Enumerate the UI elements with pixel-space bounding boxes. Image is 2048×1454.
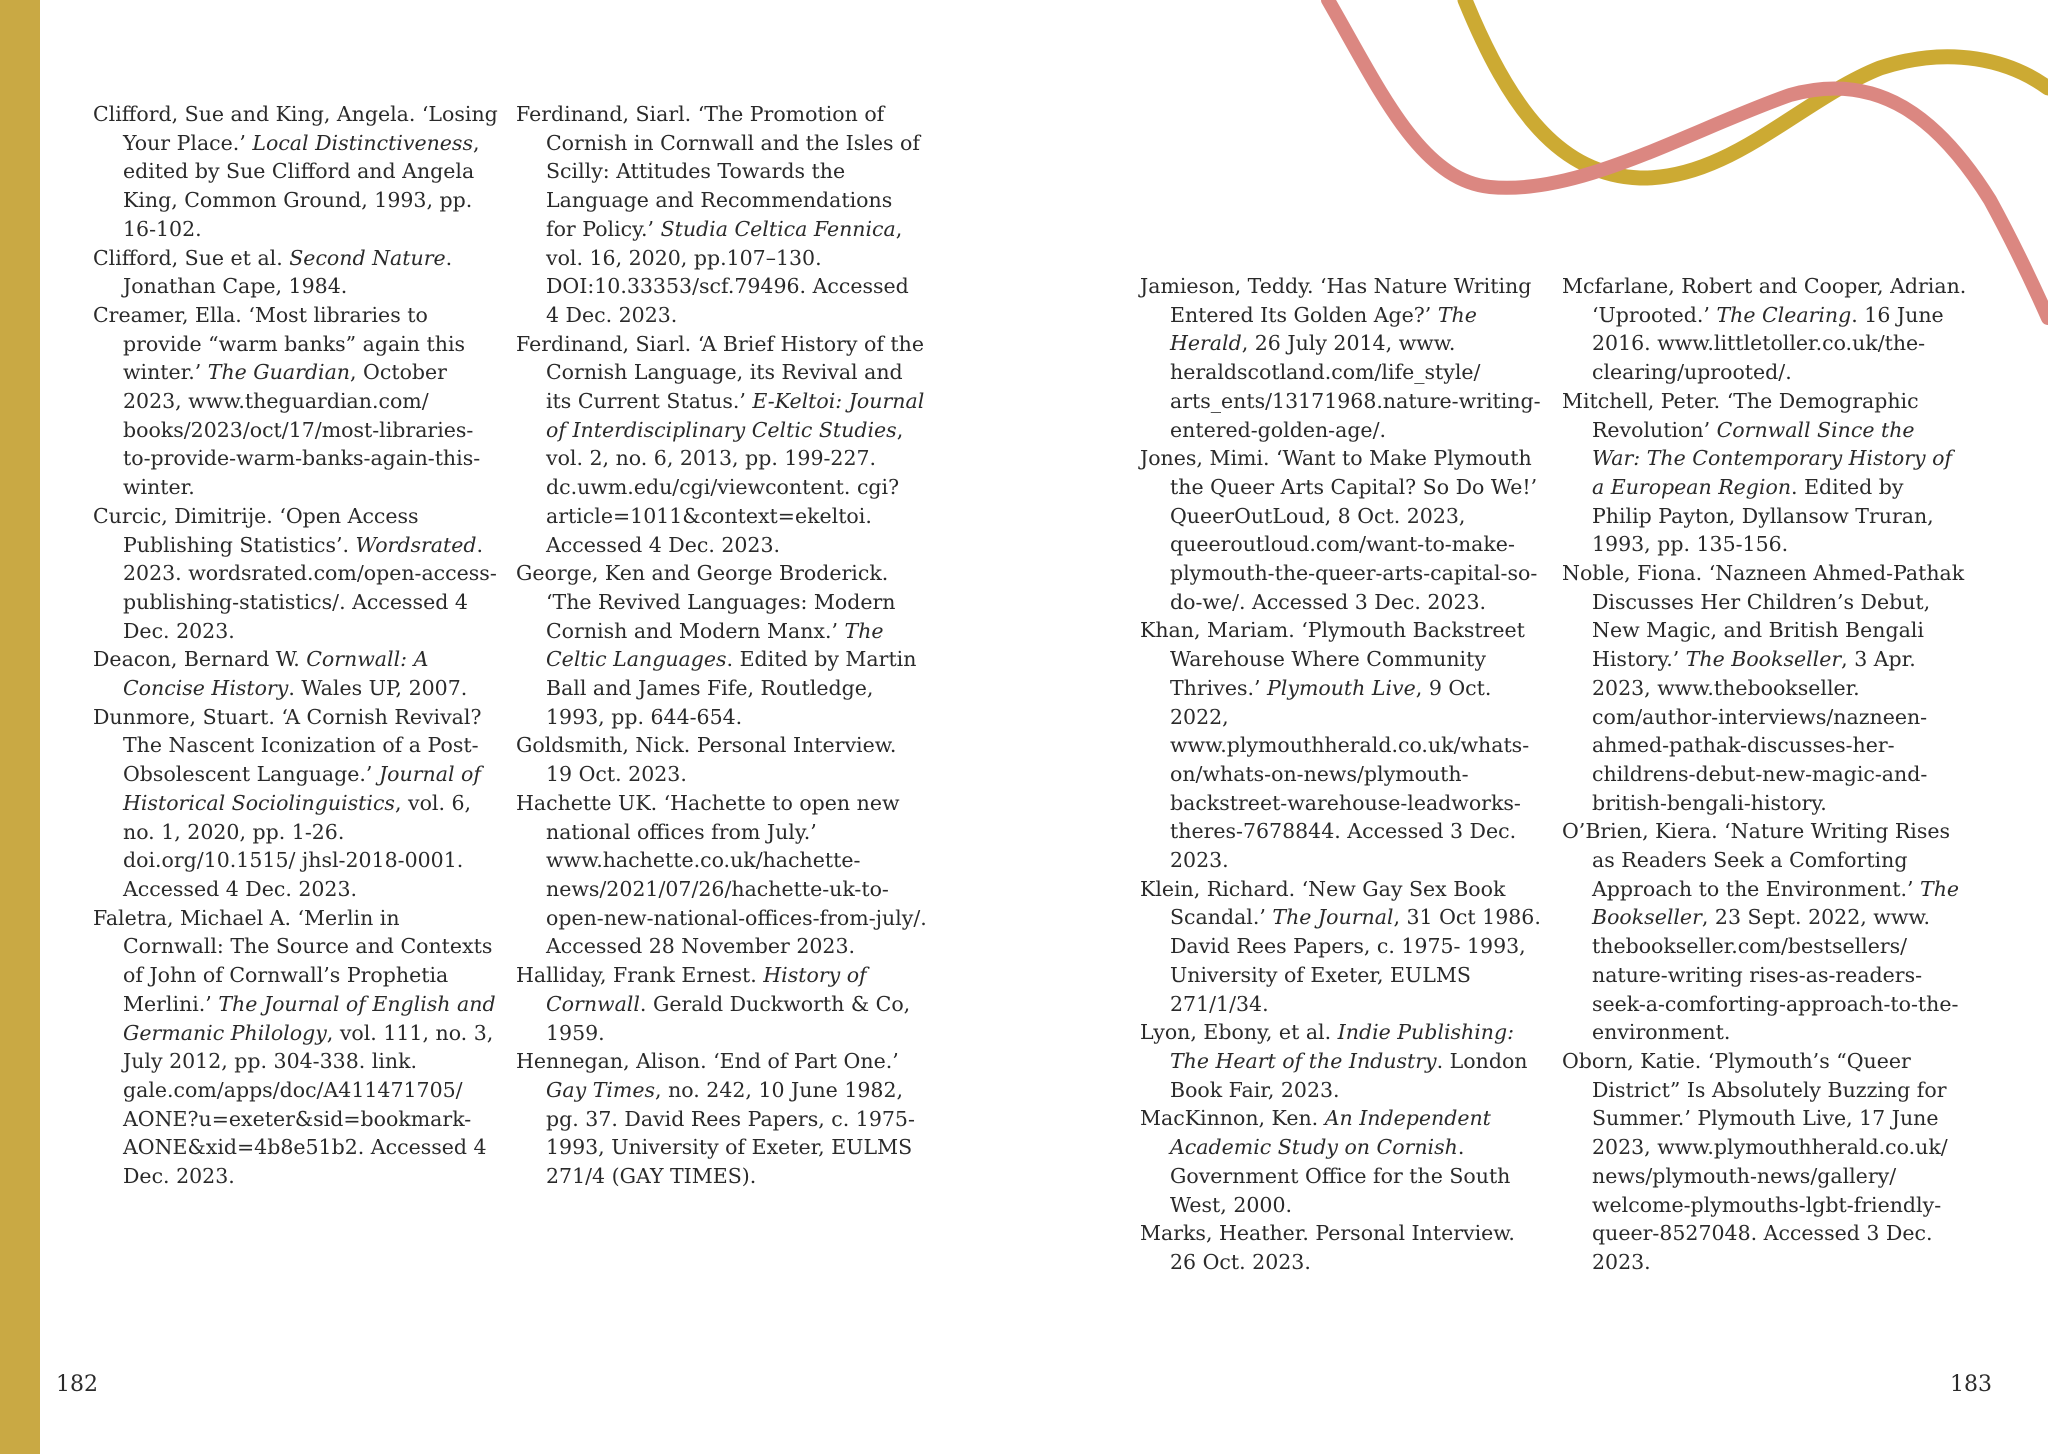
- bibliography-entry: [516, 559, 928, 731]
- entry-title-italic: Plymouth Live: [1267, 675, 1416, 700]
- bibliography-entry: [93, 904, 498, 1191]
- entry-text: Goldsmith, Nick. Personal Interview. 19 Oct. 2023.: [516, 733, 897, 787]
- entry-title-italic: Studia Celtica Fennica: [660, 216, 896, 241]
- entry-text: . London Book Fair, 2023.: [1170, 1048, 1528, 1102]
- yellow-wave: [1465, 0, 2048, 178]
- entry-text: , vol. 2, no. 6, 2013, pp. 199-227. dc.uwm.edu/cgi/viewcontent. cgi?article=1011&context=ekeltoi. Accessed 4 Dec. 2023.: [546, 417, 904, 557]
- entry-text: Ferdinand, Siarl. ‘The Promotion of Cornish in Cornwall and the Isles of Scilly: Attitudes Towards the Language and Recommendations for Policy.’: [516, 102, 920, 241]
- bibliography-entry: [516, 961, 928, 1047]
- entry-title-italic: Cornwall: A Concise History: [123, 647, 429, 701]
- bibliography-column-3: [1140, 272, 1545, 1277]
- entry-text: O’Brien, Kiera. ‘Nature Writing Rises as Readers Seek a Comforting Approach to the Environment.’: [1562, 819, 1951, 901]
- bibliography-column-4: [1562, 272, 1967, 1277]
- bibliography-entry: [1140, 444, 1545, 616]
- entry-text: Deacon, Bernard W.: [93, 647, 307, 672]
- entry-text: . Wales UP, 2007.: [288, 676, 468, 701]
- entry-title-italic: The Guardian: [207, 360, 351, 385]
- entry-title-italic: The Bookseller: [1592, 876, 1960, 930]
- entry-text: Marks, Heather. Personal Interview. 26 Oct. 2023.: [1140, 1221, 1515, 1274]
- page-number-left: 182: [56, 1372, 98, 1397]
- entry-text: Halliday, Frank Ernest.: [516, 963, 764, 988]
- entry-text: Dunmore, Stuart. ‘A Cornish Revival? The Nascent Iconization of a Post-Obsolescent Language.’: [93, 704, 482, 787]
- entry-text: , 23 Sept. 2022, www. thebookseller.com/bestsellers/ nature-writing rises-as-readers-seek-a-comforting-approach-to-the-environment.: [1592, 905, 1959, 1045]
- entry-title-italic: The Clearing: [1716, 302, 1852, 327]
- entry-title-italic: The Herald: [1170, 302, 1477, 356]
- entry-title-italic: E-Keltoi: Journal of Interdisciplinary Celtic Studies: [546, 389, 925, 442]
- entry-title-italic: The Journal: [1272, 905, 1394, 930]
- entry-text: , vol. 6, no. 1, 2020, pp. 1-26. doi.org/10.1515/ jhsl-2018-0001. Accessed 4 Dec. 2023.: [123, 790, 472, 901]
- bibliography-entry: [1140, 272, 1545, 444]
- entry-text: . 2023. wordsrated.com/open-access-publishing-statistics/. Accessed 4 Dec. 2023.: [123, 532, 497, 643]
- entry-text: Mitchell, Peter. ‘The Demographic Revolution’: [1562, 388, 1919, 442]
- entry-text: Creamer, Ella. ‘Most libraries to provide “warm banks” again this winter.’: [93, 302, 466, 385]
- entry-text: , October 2023, www.theguardian.com/ books/2023/oct/17/most-libraries-to-provide-warm-banks-again-this-winter.: [123, 360, 481, 500]
- entry-text: , 26 July 2014, www. heraldscotland.com/life_style/ arts_ents/13171968.nature-writing-entered-golden-age/.: [1170, 331, 1541, 442]
- entry-text: , 9 Oct. 2022, www.plymouthherald.co.uk/whats-on/whats-on-news/plymouth-backstreet-warehouse-leadworks-theres-7678844. Accessed 3 Dec. 2023.: [1170, 675, 1530, 873]
- entry-title-italic: Local Distinctiveness: [252, 130, 473, 155]
- entry-text: , 31 Oct 1986. David Rees Papers, c. 1975- 1993, University of Exeter, EULMS 271/1/34.: [1170, 905, 1541, 1016]
- pink-wave: [1328, 0, 2048, 318]
- entry-text: . Government Office for the South West, 2000.: [1170, 1135, 1511, 1217]
- entry-text: . Edited by Philip Payton, Dyllansow Truran, 1993, pp. 135-156.: [1592, 474, 1934, 557]
- entry-text: Faletra, Michael A. ‘Merlin in Cornwall: The Source and Contexts of John of Cornwall’s Prophetia Merlini.’: [93, 905, 493, 1016]
- entry-text: . 16 June 2016. www.littletoller.co.uk/the-clearing/uprooted/.: [1592, 302, 1944, 385]
- entry-text: Hennegan, Alison. ‘End of Part One.’: [516, 1049, 899, 1074]
- entry-title-italic: The Celtic Languages: [546, 618, 884, 672]
- entry-text: Khan, Mariam. ‘Plymouth Backstreet Warehouse Where Community Thrives.’: [1140, 618, 1525, 700]
- entry-text: . Edited by Martin Ball and James Fife, Routledge, 1993, pp. 644-654.: [546, 647, 917, 729]
- entry-text: Lyon, Ebony, et al.: [1140, 1020, 1338, 1045]
- bibliography-entry: [93, 502, 498, 646]
- bibliography-entry: [1562, 387, 1967, 559]
- entry-title-italic: Journal of Historical Sociolinguistics: [123, 762, 481, 815]
- bibliography-entry: [1140, 875, 1545, 1019]
- entry-text: , no. 242, 10 June 1982, pg. 37. David Rees Papers, c. 1975- 1993, University of Exeter, EULMS 271/4 (GAY TIMES).: [546, 1077, 915, 1189]
- bibliography-entry: [93, 100, 498, 244]
- bibliography-entry: [93, 244, 498, 301]
- entry-text: MacKinnon, Ken.: [1140, 1106, 1325, 1131]
- page-spine-bar: [0, 0, 40, 1454]
- entry-text: Clifford, Sue et al.: [93, 245, 290, 270]
- bibliography-entry: [1562, 272, 1967, 387]
- entry-text: Clifford, Sue and King, Angela. ‘Losing Your Place.’: [93, 102, 498, 155]
- entry-title-italic: Cornwall Since the War: The Contemporary History of a European Region: [1592, 417, 1953, 499]
- bibliography-entry: [1140, 616, 1545, 874]
- entry-title-italic: Indie Publishing: The Heart of the Industry: [1170, 1020, 1515, 1073]
- entry-title-italic: An Independent Academic Study on Cornish: [1170, 1106, 1491, 1160]
- entry-text: Mcfarlane, Robert and Cooper, Adrian. ‘Uprooted.’: [1562, 274, 1967, 327]
- entry-text: . Gerald Duckworth & Co, 1959.: [546, 991, 911, 1045]
- bibliography-entry: [516, 1047, 928, 1191]
- entry-text: Klein, Richard. ‘New Gay Sex Book Scandal.’: [1140, 876, 1506, 930]
- entry-text: , edited by Sue Clifford and Angela King, Common Ground, 1993, pp. 16-102.: [123, 130, 480, 241]
- bibliography-entry: [1140, 1018, 1545, 1104]
- entry-title-italic: The Journal of English and Germanic Philology: [123, 991, 496, 1045]
- entry-text: Curcic, Dimitrije. ‘Open Access Publishing Statistics’.: [93, 503, 419, 557]
- entry-text: . Jonathan Cape, 1984.: [123, 245, 453, 299]
- entry-text: Jones, Mimi. ‘Want to Make Plymouth the Queer Arts Capital? So Do We!’ QueerOutLoud, 8 Oct. 2023, queeroutloud.com/want-to-make-plymouth-the-queer-arts-capital-so-do-we/. Accessed 3 Dec. 2023.: [1140, 446, 1538, 614]
- entry-title-italic: The Bookseller: [1685, 647, 1842, 672]
- bibliography-entry: [1140, 1219, 1545, 1276]
- bibliography-entry: [93, 703, 498, 904]
- entry-text: Hachette UK. ‘Hachette to open new national offices from July.’ www.hachette.co.uk/hachette-news/2021/07/26/hachette-uk-to-open-new-national-offices-from-july/. Accessed 28 November 2023.: [516, 790, 927, 959]
- bibliography-column-1: [93, 100, 498, 1191]
- entry-text: Ferdinand, Siarl. ‘A Brief History of the Cornish Language, its Revival and its Current Status.’: [516, 331, 925, 414]
- bibliography-entry: [1562, 1047, 1967, 1277]
- bibliography-entry: [516, 100, 928, 330]
- entry-title-italic: Wordsrated: [355, 532, 477, 557]
- bibliography-entry: [516, 330, 928, 560]
- entry-text: Oborn, Katie. ‘Plymouth’s “Queer District” Is Absolutely Buzzing for Summer.’ Plymouth Live, 17 June 2023, www.plymouthherald.co.uk/ news/plymouth-news/gallery/ welcome-plymouths-lgbt-friendly-queer-8527048. Accessed 3 Dec. 2023.: [1562, 1048, 1948, 1274]
- bibliography-entry: [93, 645, 498, 702]
- entry-text: George, Ken and George Broderick. ‘The Revived Languages: Modern Cornish and Modern Manx.’: [516, 561, 896, 643]
- bibliography-entry: [1562, 817, 1967, 1047]
- bibliography-entry: [1140, 1104, 1545, 1219]
- bibliography-entry: [93, 301, 498, 502]
- bibliography-entry: [516, 731, 928, 788]
- page-number-right: 183: [1950, 1372, 1992, 1397]
- bibliography-column-2: [516, 100, 928, 1191]
- bibliography-entry: [516, 789, 928, 961]
- bibliography-entry: [1562, 559, 1967, 817]
- entry-title-italic: Gay Times: [546, 1077, 656, 1102]
- entry-text: , 3 Apr. 2023, www.thebookseller. com/author-interviews/nazneen-ahmed-pathak-discusses-her-childrens-debut-new-magic-and-british-bengali-history.: [1592, 647, 1928, 815]
- entry-title-italic: Second Nature: [289, 245, 446, 270]
- entry-text: Jamieson, Teddy. ‘Has Nature Writing Entered Its Golden Age?’: [1140, 274, 1532, 327]
- entry-title-italic: History of Cornwall: [546, 963, 867, 1016]
- entry-text: , vol. 16, 2020, pp.107–130. DOI:10.33353/scf.79496. Accessed 4 Dec. 2023.: [546, 216, 909, 327]
- entry-text: Noble, Fiona. ‘Nazneen Ahmed-Pathak Discusses Her Children’s Debut, New Magic, and British Bengali History.’: [1562, 561, 1965, 672]
- entry-text: , vol. 111, no. 3, July 2012, pp. 304-338. link. gale.com/apps/doc/A411471705/ AONE?u=exeter&sid=bookmark-AONE&xid=4b8e51b2. Accessed 4 Dec. 2023.: [123, 1020, 494, 1189]
